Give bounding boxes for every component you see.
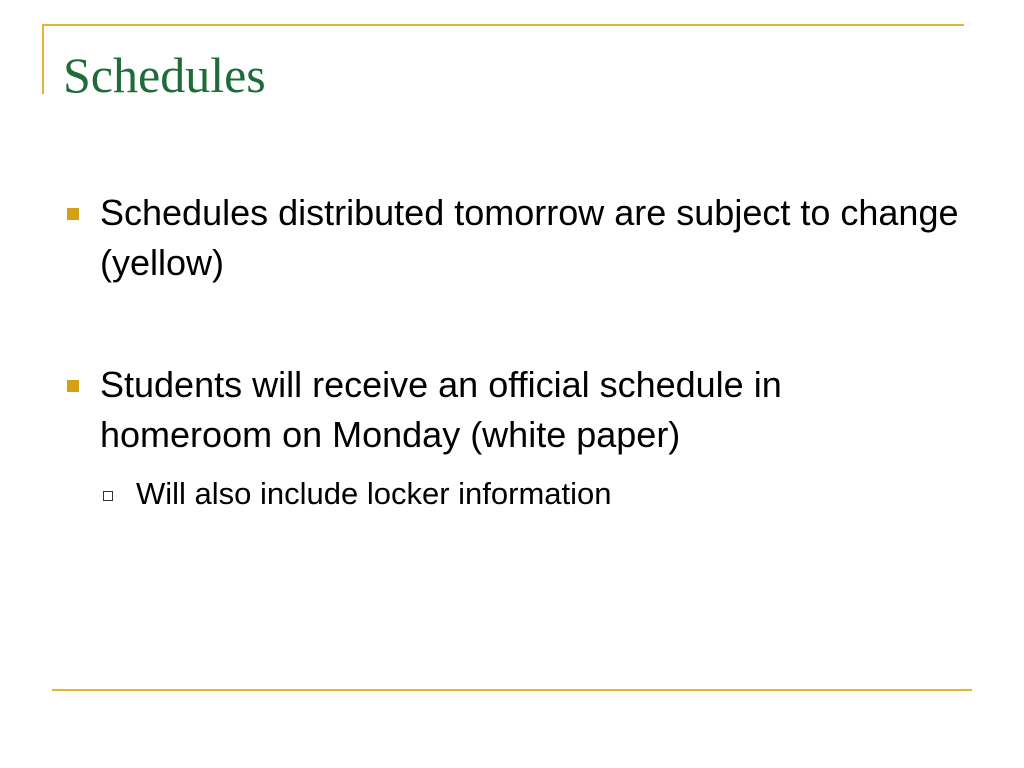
hollow-square-bullet-icon [103, 491, 113, 501]
filled-square-bullet-icon [67, 380, 79, 392]
left-accent-rule [42, 24, 44, 94]
sub-bullet-text: Will also include locker information [136, 476, 612, 511]
top-accent-rule [42, 24, 964, 26]
bullet-text: Students will receive an official schedule in homeroom on Monday (white paper) [100, 364, 782, 455]
bullet-text: Schedules distributed tomorrow are subject to change (yellow) [100, 192, 959, 283]
bottom-accent-rule [52, 689, 972, 691]
slide-title: Schedules [63, 47, 266, 103]
filled-square-bullet-icon [67, 208, 79, 220]
